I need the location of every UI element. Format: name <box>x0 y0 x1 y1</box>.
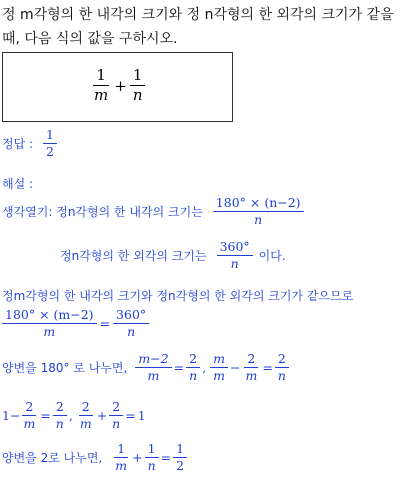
equation-2-row: 양변을 180° 로 나누면, $\frac{m-2}{m}$ = $\frac{2}{n}$ , $\frac{m}{m}$ − $\frac{2}{m}$ = $\frac{2}{n}$ <box>2 352 289 384</box>
eq4-c-num: 1 <box>173 442 187 458</box>
think-num: 180° × (n−2) <box>213 196 304 212</box>
eq2-d-num: 2 <box>275 352 289 368</box>
expression <box>91 67 145 105</box>
eq2-c-num1: m <box>210 352 228 368</box>
outer-den: n <box>230 256 239 272</box>
eq3-d-num: 2 <box>109 400 123 416</box>
eq4-b-num: 1 <box>145 442 159 458</box>
eq2-d-den: n <box>277 368 286 384</box>
expr-plus: + <box>114 76 127 95</box>
eq4-c-den: 2 <box>176 458 185 474</box>
answer-num: 1 <box>43 128 57 144</box>
expr-frac2-num: 1 <box>130 67 146 86</box>
outer-tail: 이다. <box>258 249 286 264</box>
eq2-b-num: 2 <box>186 352 200 368</box>
answer-label: 정답 : <box>2 137 34 152</box>
eq2-a-num: m−2 <box>135 352 171 368</box>
eq2-b-den: n <box>189 368 198 384</box>
outer-row <box>60 240 286 272</box>
think-label: 생각열기: 정n각형의 한 내각의 크기는 <box>2 205 203 220</box>
eq2-c-num2: 2 <box>244 352 258 368</box>
eq1-lhs-num: 180° × (m−2) <box>2 308 97 324</box>
think-den: n <box>254 212 263 228</box>
eq1-lhs-den: m <box>43 324 56 340</box>
answer-den: 2 <box>46 144 54 160</box>
equation-3: 1− $\frac{2}{m}$ = $\frac{2}{n}$ , $\frac{2}{m}$ + $\frac{2}{n}$ = 1 <box>2 399 146 432</box>
answer-row <box>2 128 57 160</box>
outer-num: 360° <box>217 240 253 256</box>
eq4-b-den: n <box>147 458 156 474</box>
eq3-d-den: n <box>112 416 121 432</box>
expr-frac1-den: m <box>94 86 109 105</box>
question-line-2: 때, 다음 식의 값을 구하시오. <box>2 31 178 47</box>
final-text: 양변을 2로 나누면, <box>2 451 103 466</box>
eq2-c-den1: m <box>213 368 225 384</box>
eq1-rhs-den: n <box>127 324 136 340</box>
outer-text: 정n각형의 한 외각의 크기는 <box>60 249 207 264</box>
eq3-result: 1 <box>137 408 146 424</box>
solution-line-3: 정m각형의 한 내각의 크기와 정n각형의 한 외각의 크기가 같으므로 <box>2 289 354 303</box>
think-row <box>2 196 304 228</box>
solution-label: 해설 : <box>2 177 34 191</box>
question-line-1: 정 m각형의 한 내각의 크기와 정 n각형의 한 외각의 크기가 같을 <box>2 7 394 23</box>
eq3-lead: 1− <box>2 408 21 424</box>
expr-frac2-den: n <box>132 86 143 105</box>
eq3-a-den: m <box>23 416 36 432</box>
eq3-a-num: 2 <box>22 400 36 416</box>
eq4-a-num: 1 <box>114 442 128 458</box>
eq2-a-den: m <box>147 368 160 384</box>
eq3-b-den: n <box>55 416 64 432</box>
divide-text: 양변을 180° 로 나누면, <box>2 361 128 376</box>
equation-1 <box>2 308 149 340</box>
eq1-equals: = <box>99 316 111 332</box>
expr-frac1-num: 1 <box>93 67 109 86</box>
eq3-b-num: 2 <box>53 400 67 416</box>
eq1-rhs-num: 360° <box>113 308 149 324</box>
eq2-c-den2: m <box>245 368 258 384</box>
expression-box <box>2 52 233 122</box>
equation-4-row: 양변을 2로 나누면, $\frac{1}{m}$ + $\frac{1}{n}$ = $\frac{1}{2}$ <box>2 442 187 474</box>
eq4-a-den: m <box>115 458 128 474</box>
eq3-c-num: 2 <box>79 400 93 416</box>
eq3-c-den: m <box>79 416 92 432</box>
